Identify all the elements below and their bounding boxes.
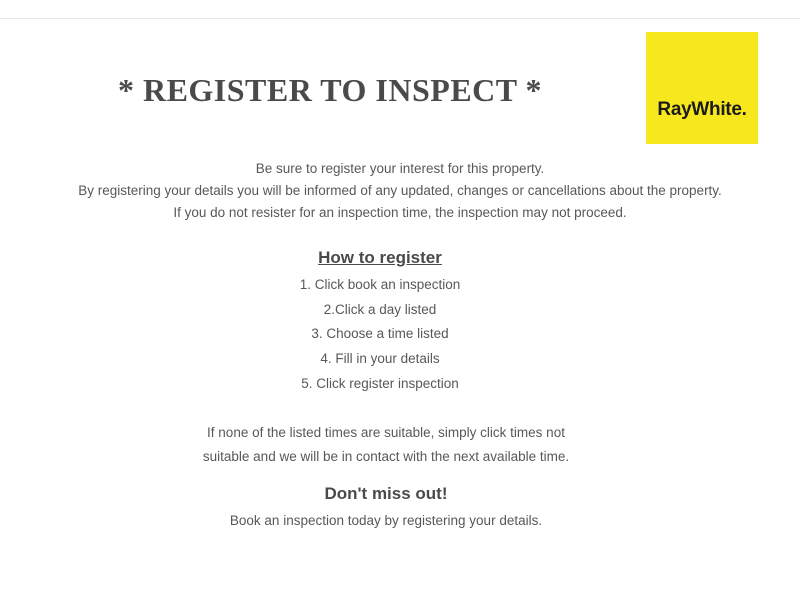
step-item: 3. Choose a time listed [311, 326, 449, 342]
closing-text: Book an inspection today by registering your details. [229, 513, 543, 528]
note-line-2: suitable and we will be in contact with the next available time. [202, 449, 570, 464]
step-item: 5. Click register inspection [301, 375, 459, 391]
intro-line-1: Be sure to register your interest for this property. [255, 161, 545, 176]
how-to-register-steps [0, 273, 760, 397]
step-item: 1. Click book an inspection [299, 277, 461, 292]
brand-name-ray: Ray [657, 99, 692, 120]
top-divider [0, 18, 800, 19]
how-to-register-heading: How to register [318, 248, 442, 267]
brand-wordmark [657, 99, 746, 121]
intro-line-2: By registering your details you will be informed of any updated, changes or cancellations about the property. [78, 183, 722, 198]
step-item: 2.Click a day listed [323, 301, 437, 317]
closing-heading: Don't miss out! [324, 484, 448, 503]
brand-dot: . [741, 99, 747, 120]
intro-line-3: If you do not resister for an inspection time, the inspection may not proceed. [173, 205, 627, 220]
alternative-times-note [0, 421, 772, 469]
step-item: 4. Fill in your details [320, 351, 440, 367]
page-title: * REGISTER TO INSPECT * [117, 72, 543, 108]
raywhite-logo [646, 32, 758, 144]
brand-name-white: White [691, 99, 742, 120]
intro-paragraph [0, 158, 800, 224]
note-line-1: If none of the listed times are suitable, simply click times not [207, 425, 565, 440]
